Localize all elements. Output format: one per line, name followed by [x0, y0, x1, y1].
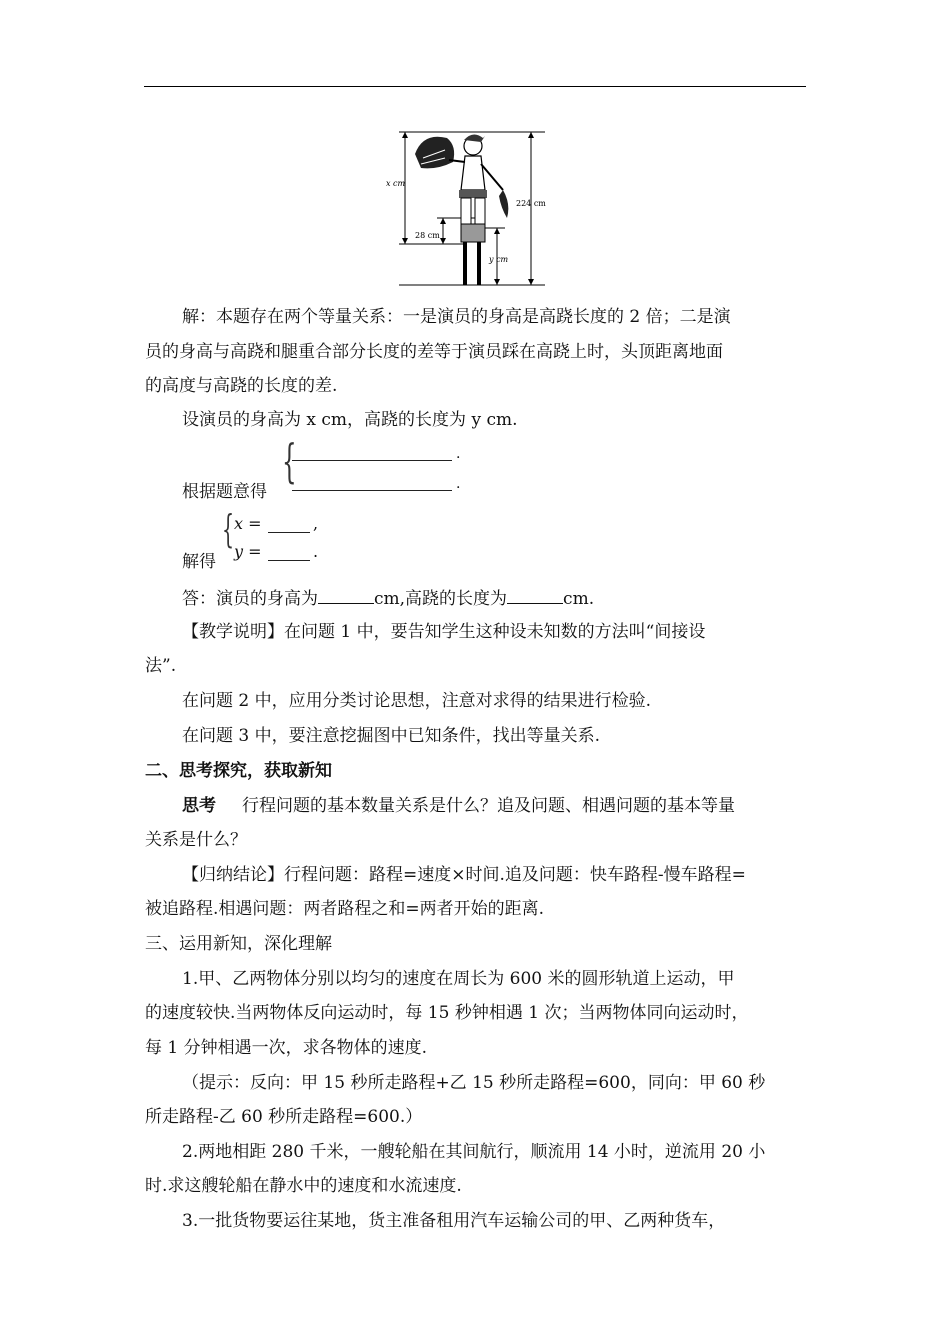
paragraph-line: 设演员的身高为 x cm，高跷的长度为 y cm. — [182, 410, 518, 430]
paragraph-line: （提示：反向：甲 15 秒所走路程+乙 15 秒所走路程=600，同向：甲 60 秒 — [182, 1073, 766, 1093]
equation-dot-2: . — [456, 476, 461, 492]
x-equals: x = — [234, 514, 262, 533]
paragraph-line: 在问题 3 中，要注意挖掘图中已知条件，找出等量关系. — [182, 726, 601, 746]
paragraph-line: 3.一批货物要运往某地，货主准备租用汽车运输公司的甲、乙两种货车， — [182, 1211, 726, 1231]
answer-part-2: cm,高跷的长度为 — [374, 589, 508, 609]
paragraph-line: 解：本题存在两个等量关系：一是演员的身高是高跷长度的 2 倍；二是演 — [182, 307, 731, 327]
label-y-cm: y cm — [489, 255, 509, 264]
stilt-performer-figure — [385, 124, 555, 290]
brace-system-2: { — [222, 507, 235, 551]
paragraph-line: 每 1 分钟相遇一次，求各物体的速度. — [145, 1038, 428, 1058]
paragraph-line: 的高度与高跷的长度的差. — [145, 376, 338, 396]
x-blank — [268, 532, 310, 533]
paragraph-line: 的速度较快.当两物体反向运动时，每 15 秒钟相遇 1 次；当两物体同向运动时， — [145, 1003, 749, 1023]
label-224-cm: 224 cm — [516, 199, 546, 208]
equation-dot-1: . — [456, 446, 461, 462]
paragraph-line: 解得 — [182, 552, 216, 572]
paragraph-line: 被追路程.相遇问题：两者路程之和=两者开始的距离. — [145, 899, 545, 919]
label-x-cm: x cm — [386, 179, 406, 188]
paragraph-line: 员的身高与高跷和腿重合部分长度的差等于演员踩在高跷上时，头顶距离地面 — [145, 342, 723, 362]
paragraph-line: 所走路程-乙 60 秒所走路程=600.） — [145, 1107, 423, 1127]
paragraph-line: 法”. — [145, 656, 177, 676]
think-text: 行程问题的基本数量关系是什么？追及问题、相遇问题的基本等量 — [242, 796, 735, 816]
paragraph-line: 【归纳结论】行程问题：路程=速度×时间.追及问题：快车路程-慢车路程= — [182, 865, 746, 885]
answer-part-3: cm. — [563, 589, 595, 609]
answer-blank-stilt — [507, 585, 563, 604]
paragraph-line: 2.两地相距 280 千米，一艘轮船在其间航行，顺流用 14 小时，逆流用 20 小 — [182, 1142, 766, 1162]
paragraph-line: 【教学说明】在问题 1 中，要告知学生这种设未知数的方法叫“间接设 — [182, 622, 706, 642]
think-label: 思考 — [182, 796, 216, 816]
header-rule — [144, 86, 806, 87]
paragraph-line: 关系是什么？ — [145, 830, 247, 850]
label-28-cm: 28 cm — [415, 231, 440, 240]
answer-blank-height — [318, 585, 374, 604]
section-heading-3: 三、运用新知，深化理解 — [145, 934, 332, 954]
paragraph-line: 时.求这艘轮船在静水中的速度和水流速度. — [145, 1176, 462, 1196]
think-line — [145, 794, 844, 818]
answer-line — [145, 585, 844, 611]
paragraph-line: 1.甲、乙两物体分别以均匀的速度在周长为 600 米的圆形轨道上运动，甲 — [182, 969, 735, 989]
section-heading-2: 二、思考探究，获取新知 — [145, 761, 332, 781]
y-period: . — [313, 542, 319, 561]
answer-part-1: 答：演员的身高为 — [182, 589, 318, 609]
paragraph-line: 在问题 2 中，应用分类讨论思想，注意对求得的结果进行检验. — [182, 691, 652, 711]
x-comma: , — [313, 514, 319, 533]
y-equals: y = — [234, 542, 262, 561]
brace-system-1: { — [282, 434, 297, 488]
paragraph-line: 根据题意得 — [182, 482, 267, 502]
equation-blank-1 — [292, 460, 452, 461]
